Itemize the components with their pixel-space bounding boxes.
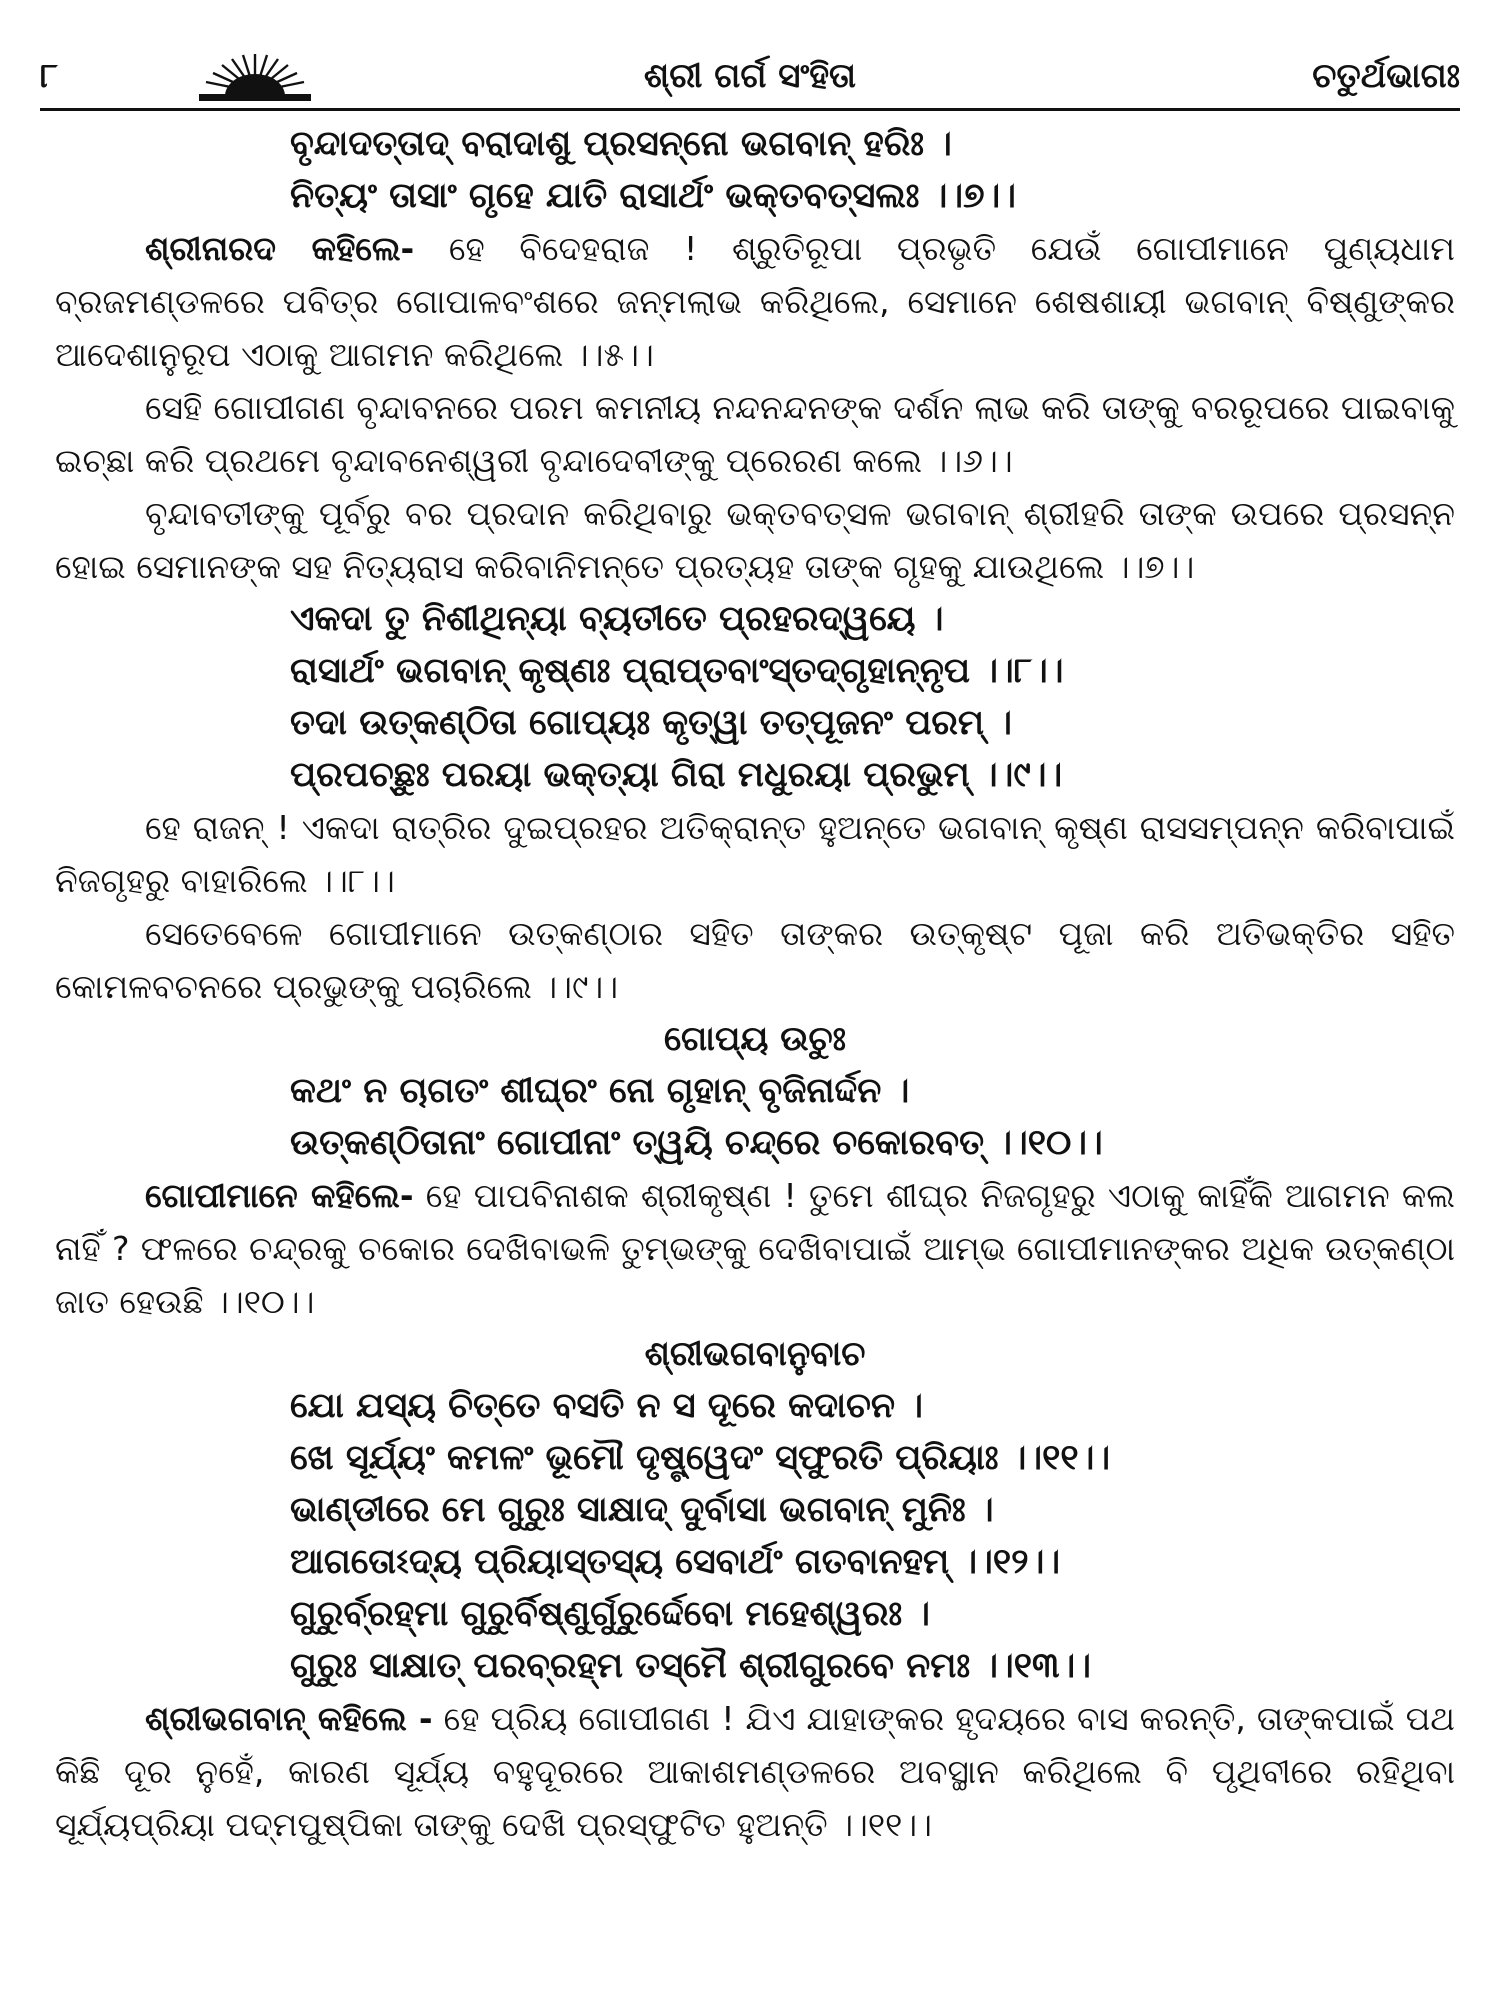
verse-line: ଭାଣ୍ଡୀରେ ମେ ଗୁରୁଃ ସାକ୍ଷାଦ୍ ଦୁର୍ବାସା ଭଗବାନ୍ ମୁନିଃ । — [290, 1490, 994, 1530]
verse-line: ଗୁରୁଃ ସାକ୍ଷାତ୍ ପରବ୍ରହ୍ମ ତସ୍ମୈ ଶ୍ରୀଗୁରବେ ନମଃ ।।୧୩।। — [290, 1646, 1092, 1686]
section-heading: ଗୋପ୍ୟ ଉଚୁଃ — [664, 1019, 846, 1059]
header-divider — [40, 108, 1460, 111]
section-heading: ଶ୍ରୀଭଗବାନୁବାଚ — [644, 1334, 866, 1374]
verse-line: ଗୁରୁର୍ବ୍ରହ୍ମା ଗୁରୁର୍ବିଷ୍ଣୁର୍ଗୁରୁର୍ଦ୍ଦେବୋ ମହେଶ୍ୱରଃ । — [290, 1594, 931, 1634]
prose-paragraph: ହେ ରାଜନ୍ ! ଏକଦା ରାତ୍ରିର ଦୁଇପ୍ରହର ଅତିକ୍ରାନ୍ତ ହୁଅନ୍ତେ ଭଗବାନ୍ କୃଷ୍ଣ ରାସସମ୍ପନ୍ନ କରିବାପାଇଁ ନିଜଗୃହରୁ ବାହାରିଲେ ।।୮।। — [55, 808, 1455, 900]
prose-paragraph: ସେତେବେଳେ ଗୋପୀମାନେ ଉତ୍କଣ୍ଠାର ସହିତ ତାଙ୍କର ଉତ୍କୃଷ୍ଟ ପୂଜା କରି ଅତିଭକ୍ତିର ସହିତ କୋମଳବଚନରେ ପ୍ରଭୁଙ୍କୁ ପଚାରିଲେ ।।୯।। — [55, 914, 1455, 1006]
verse-line: ଏକଦା ତୁ ନିଶୀଥିନ୍ୟା ବ୍ୟତୀତେ ପ୍ରହରଦ୍ୱୟେ । — [290, 599, 944, 639]
paragraph-text: ହେ ବିଦେହରାଜ ! ଶ୍ରୁତିରୂପା ପ୍ରଭୃତି ଯେଉଁ ଗୋପୀମାନେ ପୁଣ୍ୟଧାମ ବ୍ରଜମଣ୍ଡଳରେ ପବିତ୍ର ଗୋପାଳବଂଶରେ ଜନ୍ମଲାଭ କରିଥିଲେ, ସେମାନେ ଶେଷଶାୟୀ ଭଗବାନ୍ ବିଷ୍ଣୁଙ୍କର ଆଦେଶାନୁରୂପ ଏଠାକୁ ଆଗମନ କରିଥିଲେ ।।୫।। — [55, 229, 1455, 374]
verse-line: ଖେ ସୂର୍ଯ୍ୟଂ କମଳଂ ଭୂମୌ ଦୃଷ୍ଟ୍ୱେଦଂ ସ୍ଫୁରତି ପ୍ରିୟାଃ ।।୧୧।। — [290, 1438, 1111, 1478]
page-number: ୮ — [40, 56, 58, 96]
verse-line: ଯୋ ଯସ୍ୟ ଚିତ୍ତେ ବସତି ନ ସ ଦୂରେ କଦାଚନ । — [290, 1386, 923, 1426]
part-label: ଚତୁର୍ଥଭାଗଃ — [1312, 56, 1460, 96]
prose-paragraph — [55, 1169, 1455, 1328]
paragraph-text: ହେ ପାପବିନାଶକ ଶ୍ରୀକୃଷ୍ଣ ! ତୁମେ ଶୀଘ୍ର ନିଜଗୃହରୁ ଏଠାକୁ କାହିଁକି ଆଗମନ କଲ ନାହିଁ ? ଫଳରେ ଚନ୍ଦ୍ରକୁ ଚକୋର ଦେଖିବାଭଳି ତୁମ୍ଭଙ୍କୁ ଦେଖିବାପାଇଁ ଆମ୍ଭ ଗୋପୀମାନଙ୍କର ଅଧିକ ଉତ୍କଣ୍ଠା ଜାତ ହେଉଛି ।।୧୦।। — [55, 1176, 1455, 1321]
verse-line: ଆଗତୋଽଦ୍ୟ ପ୍ରିୟାସ୍ତସ୍ୟ ସେବାର୍ଥଂ ଗତବାନହମ୍ ।।୧୨।। — [290, 1542, 1061, 1582]
verse-line: ତଦା ଉତ୍କଣ୍ଠିତା ଗୋପ୍ୟଃ କୃତ୍ୱା ତତ୍ପୂଜନଂ ପରମ୍ । — [290, 703, 1013, 743]
page-header — [40, 50, 1460, 110]
prose-paragraph — [55, 222, 1455, 381]
prose-paragraph: ସେହି ଗୋପୀଗଣ ବୃନ୍ଦାବନରେ ପରମ କମନୀୟ ନନ୍ଦନନ୍ଦନଙ୍କ ଦର୍ଶନ ଲାଭ କରି ତାଙ୍କୁ ବରରୂପରେ ପାଇବାକୁ ଇଚ୍ଛା କରି ପ୍ରଥମେ ବୃନ୍ଦାବନେଶ୍ୱରୀ ବୃନ୍ଦାଦେବୀଙ୍କୁ ପ୍ରେରଣ କଲେ ।।୬।। — [55, 388, 1455, 480]
book-title: ଶ୍ରୀ ଗର୍ଗ ସଂହିତା — [643, 56, 857, 96]
prose-paragraph — [55, 1692, 1455, 1851]
verse-line: ରାସାର୍ଥଂ ଭଗବାନ୍ କୃଷ୍ଣଃ ପ୍ରାପ୍ତବାଂସ୍ତଦ୍‌ଗୃହାନ୍ନୃପ ।।୮।। — [290, 651, 1064, 691]
page-body — [55, 118, 1455, 1851]
verse-line: ପ୍ରପଚ୍ଛୁଃ ପରୟା ଭକ୍ତ୍ୟା ଗିରା ମଧୁରୟା ପ୍ରଭୁମ୍ ।।୯।। — [290, 755, 1063, 795]
paragraph-text: ହେ ପ୍ରିୟ ଗୋପୀଗଣ ! ଯିଏ ଯାହାଙ୍କର ହୃଦୟରେ ବାସ କରନ୍ତି, ତାଙ୍କପାଇଁ ପଥ କିଛି ଦୂର ନୁହେଁ, କାରଣ ସୂର୍ଯ୍ୟ ବହୁଦୂରରେ ଆକାଶମଣ୍ଡଳରେ ଅବସ୍ଥାନ କରିଥିଲେ ବି ପୃଥିବୀରେ ରହିଥିବା ସୂର୍ଯ୍ୟପ୍ରିୟା ପଦ୍ମପୁଷ୍ପିକା ତାଙ୍କୁ ଦେଖି ପ୍ରସ୍ଫୁଟିତ ହୁଅନ୍ତି ।।୧୧।। — [55, 1699, 1455, 1844]
speaker-lead: ଶ୍ରୀଭଗବାନ୍ କହିଲେ - — [145, 1699, 433, 1738]
verse-line: ନିତ୍ୟଂ ତାସାଂ ଗୃହେ ଯାତି ରାସାର୍ଥଂ ଭକ୍ତବତ୍ସଲଃ ।।୭।। — [290, 176, 1017, 216]
speaker-lead: ଶ୍ରୀନାରଦ କହିଲେ- — [145, 229, 415, 268]
prose-paragraph: ବୃନ୍ଦାବତୀଙ୍କୁ ପୂର୍ବରୁ ବର ପ୍ରଦାନ କରିଥିବାରୁ ଭକ୍ତବତ୍ସଳ ଭଗବାନ୍ ଶ୍ରୀହରି ତାଙ୍କ ଉପରେ ପ୍ରସନ୍ନ ହୋଇ ସେମାନଙ୍କ ସହ ନିତ୍ୟରାସ କରିବାନିମନ୍ତେ ପ୍ରତ୍ୟହ ତାଙ୍କ ଗୃହକୁ ଯାଉଥିଲେ ।।୭।। — [55, 494, 1455, 586]
verse-line: ଉତ୍କଣ୍ଠିତାନାଂ ଗୋପୀନାଂ ତ୍ୱୟି ଚନ୍ଦ୍ରେ ଚକୋରବତ୍ ।।୧୦।। — [290, 1123, 1103, 1163]
speaker-lead: ଗୋପୀମାନେ କହିଲେ- — [145, 1176, 414, 1215]
verse-line: କଥଂ ନ ଚାଗତଂ ଶୀଘ୍ରଂ ନୋ ଗୃହାନ୍ ବୃଜିନାର୍ଦ୍ଦନ । — [290, 1071, 910, 1111]
verse-line: ବୃନ୍ଦାଦତ୍ତାଦ୍ ବରାଦାଶୁ ପ୍ରସନ୍ନୋ ଭଗବାନ୍ ହରିଃ । — [290, 124, 952, 164]
